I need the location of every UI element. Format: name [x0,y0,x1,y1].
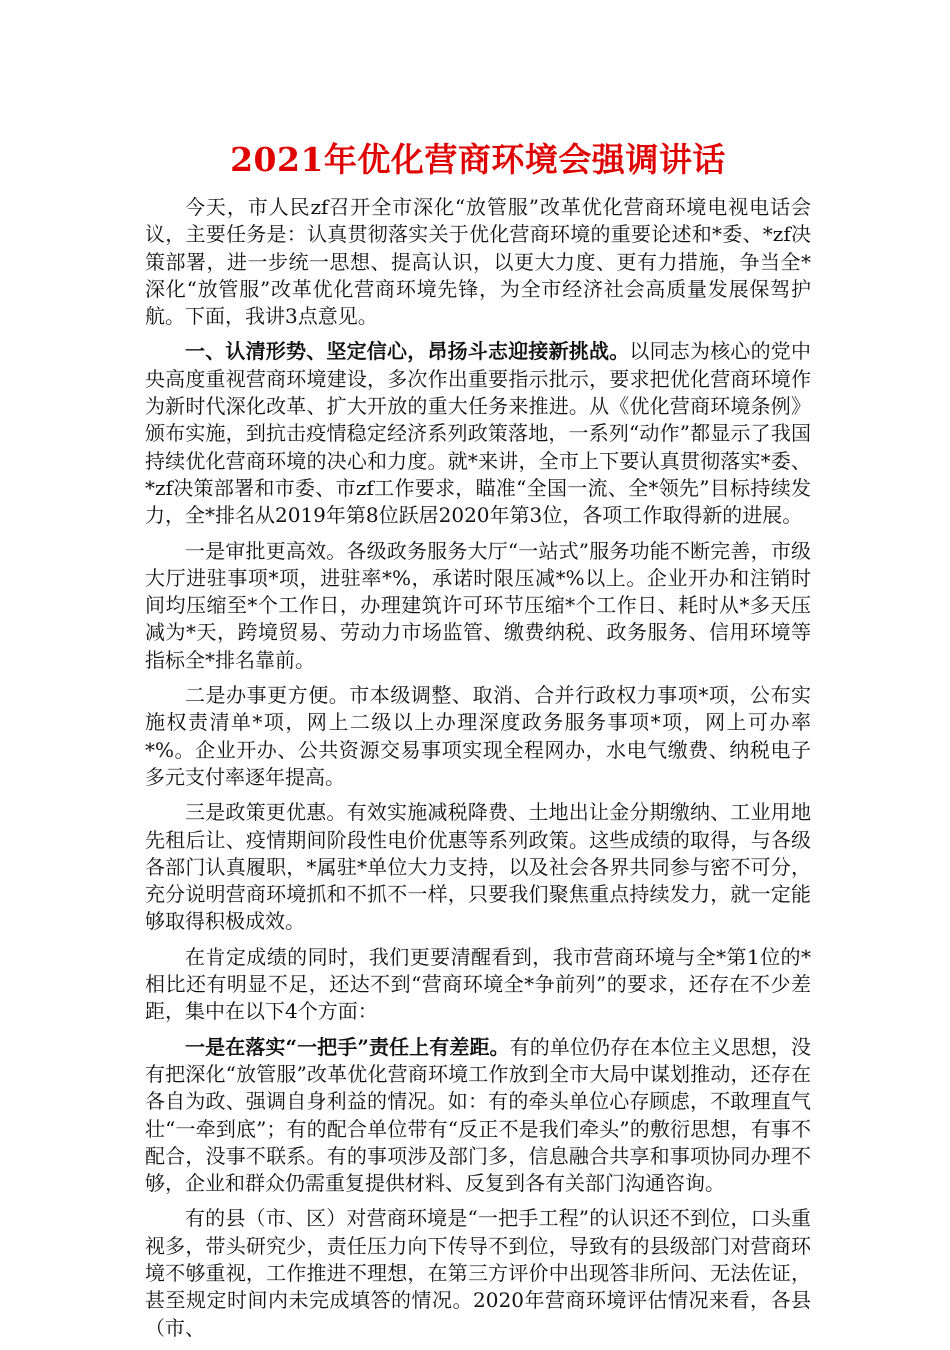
paragraph-policy [145,799,811,935]
document-title: 2021年优化营商环境会强调讲话 [230,140,726,179]
paragraph-text: 在肯定成绩的同时，我们更要清醒看到，我市营商环境与全*第1位的*相比还有明显不足，还达不到“营商环境全*争前列”的要求，还存在不少差距，集中在以下4个方面： [145,944,811,1024]
paragraph-gap-one [145,1034,811,1198]
paragraph-shortcomings [145,944,811,1026]
paragraph-text: 今天，市人民zf召开全市深化“放管服”改革优化营商环境电视电话会议，主要任务是：认真贯彻落实关于优化营商环境的重要论述和*委、*zf决策部署，进一步统一思想、提高认识，以更大力度、更有力措施，争当全*深化“放管服”改革优化营商环境先锋，为全市经济社会高质量发展保驾护航。下面，我讲3点意见。 [145,195,811,329]
paragraph-convenience [145,682,811,791]
paragraph-text: 一是审批更高效。各级政务服务大厅“一站式”服务功能不断完善，市级大厅进驻事项*项，进驻率*%，承诺时限压减*%以上。企业开办和注销时间均压缩至*个工作日，办理建筑许可环节压缩*个工作日、耗时从*多天压减为*天，跨境贸易、劳动力市场监管、缴费纳税、政务服务、信用环境等指标全*排名靠前。 [145,538,811,672]
paragraph-intro [145,194,811,330]
paragraph-text: 二是办事更方便。市本级调整、取消、合并行政权力事项*项，公布实施权责清单*项，网上二级以上办理深度政务服务事项*项，网上可办率*%。企业开办、公共资源交易事项实现全程网办，水电气缴费、纳税电子多元支付率逐年提高。 [145,683,811,789]
section-heading: 一、认清形势、坚定信心，昂扬斗志迎接新挑战。 [185,339,630,364]
paragraph-text: 有的单位仍存在本位主义思想，没有把深化“放管服”改革优化营商环境工作放到全市大局中谋划推动，还存在各自为政、强调自身利益的情况。如：有的牵头单位心存顾虑，不敢理直气壮“一牵到底”；有的配合单位带有“反正不是我们牵头”的敷衍思想，有事不配合，没事不联系。有的事项涉及部门多，信息融合共享和事项协同办理不够，企业和群众仍需重复提供材料、反复到各有关部门沟通咨询。 [145,1034,812,1196]
paragraph-text: 三是政策更优惠。有效实施减税降费、土地出让金分期缴纳、工业用地先租后让、疫情期间阶段性电价优惠等系列政策。这些成绩的取得，与各级各部门认真履职，*属驻*单位大力支持，以及社会各界共同参与密不可分，充分说明营商环境抓和不抓不一样，只要我们聚焦重点持续发力，就一定能够取得积极成效。 [145,800,811,934]
paragraph-section-one [145,338,811,529]
paragraph-approval [145,538,811,674]
paragraph-counties [145,1205,811,1341]
paragraph-text: 以同志为核心的党中央高度重视营商环境建设，多次作出重要指示批示，要求把优化营商环境作为新时代深化改革、扩大开放的重大任务来推进。从《优化营商环境条例》颁布实施，到抗击疫情稳定经济系列政策落地，一系列“动作”都显示了我国持续优化营商环境的决心和力度。就*来讲，全市上下要认真贯彻落实*委、*zf决策部署和市委、市zf工作要求，瞄准“全国一流、全*领先”目标持续发力，全*排名从2019年第8位跃居2020年第3位，各项工作取得新的进展。 [145,339,812,528]
gap-heading: 一是在落实“一把手”责任上有差距。 [185,1034,510,1059]
paragraph-text: 有的县（市、区）对营商环境是“一把手工程”的认识还不到位，口头重视多，带头研究少，责任压力向下传导不到位，导致有的县级部门对营商环境不够重视，工作推进不理想，在第三方评价中出现答非所问、无法佐证，甚至规定时间内未完成填答的情况。2020年营商环境评估情况来看，各县（市、 [145,1206,811,1340]
document-page [145,138,811,1350]
